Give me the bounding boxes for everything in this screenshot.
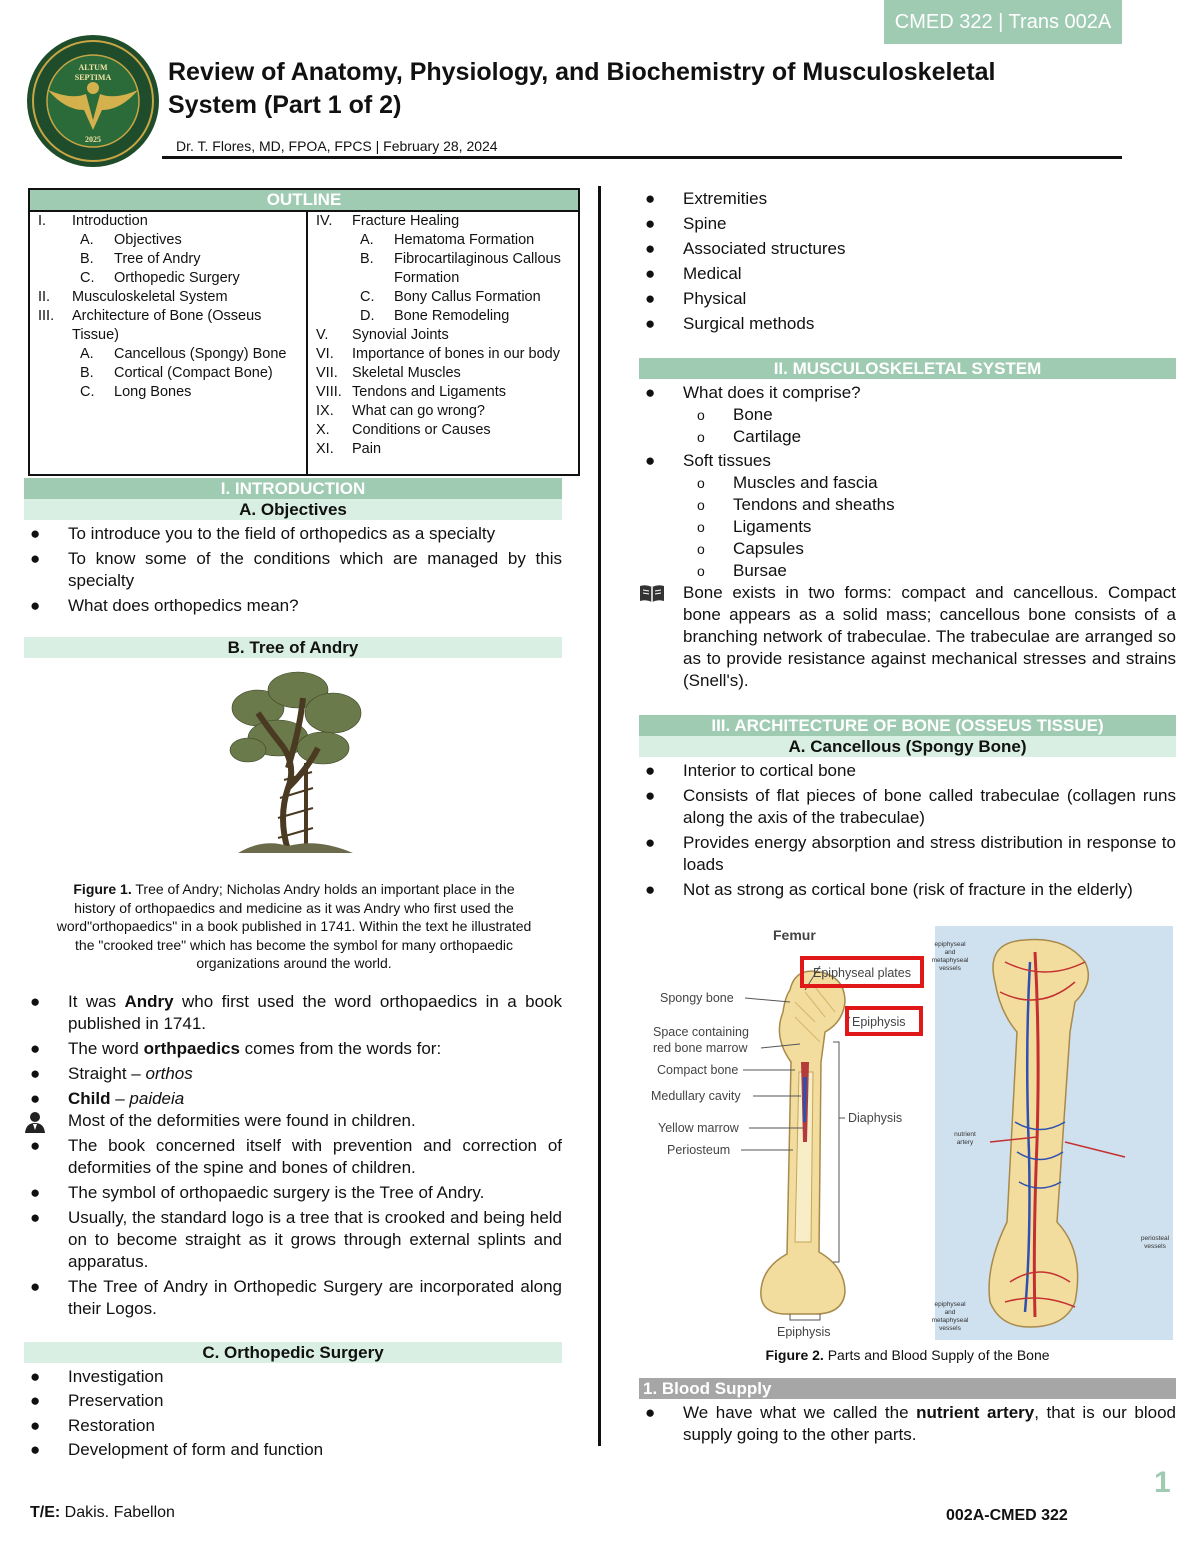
sub-list-item: o Cartilage [697,427,802,446]
outline-item: I. Introduction [38,213,148,229]
svg-text:red bone marrow: red bone marrow [653,1041,748,1055]
svg-text:Epiphyseal plates: Epiphyseal plates [813,966,911,980]
outline-left-column [30,212,308,474]
svg-text:vessels: vessels [1144,1243,1166,1250]
list-item: ● The symbol of orthopaedic surgery is the Tree of Andry. [30,1182,485,1202]
right-column [639,188,1176,901]
lecturer-icon [24,1111,46,1133]
list-item: ● Interior to cortical bone [645,761,856,780]
blood-supply-section [639,1378,1176,1446]
book-icon [639,583,665,603]
subheading-tree-of-andry: B. Tree of Andry [24,637,562,658]
sub-list-item: o Tendons and sheaths [697,495,895,514]
section-heading-architecture: III. ARCHITECTURE OF BONE (OSSEUS TISSUE) [639,715,1176,736]
sub-list-item: o Bone [697,405,773,424]
sub-list-item: o Bursae [697,561,787,580]
list-item: ● Preservation [30,1391,164,1410]
svg-text:Compact bone: Compact bone [657,1063,739,1077]
outline-item: V. Synovial Joints [316,327,449,343]
list-item: ● Soft tissues [645,451,771,470]
svg-text:Space containing: Space containing [653,1025,749,1039]
orthopedic-surgery-list [24,1366,562,1462]
left-column [24,478,562,1461]
list-item: ● Physical [645,289,747,308]
andry-list [24,991,562,1320]
page-number: 1 [1154,1466,1171,1499]
outline-item: C. Long Bones [80,384,192,400]
list-item: ● Not as strong as cortical bone (risk of fracture in the elderly) [645,880,1133,899]
outline-item: III. Architecture of Bone (Osseus Tissue) [38,308,262,343]
book-note: Bone exists in two forms: compact and cancellous. Compact bone appears as a solid mass; cancellous bone consists of a branching network of trabeculae. The trabeculae are arranged so as to provide resistance against mechanical stresses and strains (Snell's). [639,582,1176,692]
tree-of-andry-illustration [218,668,368,858]
outline-item: D. Bone Remodeling [360,308,510,324]
outline-item: II. Musculoskeletal System [38,289,228,305]
outline-item: A. Hematoma Formation [360,232,535,248]
byline: Dr. T. Flores, MD, FPOA, FPCS | February 28, 2024 [176,138,498,154]
list-item: ● Surgical methods [645,314,815,333]
svg-text:and: and [944,1309,956,1316]
outline-item: C. Orthopedic Surgery [80,270,240,286]
outline-item: X. Conditions or Causes [316,422,491,438]
column-divider [598,186,601,1446]
list-item: ● The book concerned itself with prevention and correction of deformities of the spine and bones of children. [30,1135,562,1177]
subheading-objectives: A. Objectives [24,499,562,520]
scope-list [639,188,1176,335]
svg-text:ALTUM: ALTUM [78,63,108,72]
outline-item: XI. Pain [316,441,382,457]
list-item: ● Development of form and function [30,1440,324,1459]
cancellous-list [639,760,1176,901]
list-item: ● What does it comprise? [645,383,861,402]
subheading-orthopedic-surgery: C. Orthopedic Surgery [24,1342,562,1363]
sub-list-item: o Muscles and fascia [697,473,878,492]
outline-item: B. Fibrocartilaginous Callous Formation [360,251,561,286]
list-item: ● Medical [645,264,742,283]
objectives-list [24,523,562,617]
svg-text:epiphyseal: epiphyseal [934,941,966,948]
svg-text:Periosteum: Periosteum [667,1143,731,1157]
svg-text:epiphyseal: epiphyseal [934,1301,966,1308]
svg-text:vessels: vessels [939,965,961,972]
outline-item: IV. Fracture Healing [316,213,460,229]
list-item: ● Child – paideia [30,1088,185,1108]
document-title: Review of Anatomy, Physiology, and Biochemistry of Musculoskeletal System (Part 1 of 2) [168,58,996,119]
list-item: ● The Tree of Andry in Orthopedic Surgery are incorporated along their Logos. [30,1276,562,1318]
list-item: ● To introduce you to the field of orthopedics as a specialty [30,524,496,543]
outline-item: A. Cancellous (Spongy) Bone [80,346,287,362]
outline-item: VII. Skeletal Muscles [316,365,461,381]
outline-heading: OUTLINE [30,190,578,212]
svg-text:Spongy bone: Spongy bone [660,991,734,1005]
svg-text:2025: 2025 [85,135,101,144]
list-item: ● To know some of the conditions which are managed by this specialty [30,549,562,590]
outline-item: VI. Importance of bones in our body [316,346,560,362]
list-item: ● It was Andry who first used the word orthopaedics in a book published in 1741. [30,991,562,1033]
list-item: Most of the deformities were found in children. [24,1110,562,1132]
list-item: ● What does orthopedics mean? [30,596,299,615]
section-heading-musculoskeletal: II. MUSCULOSKELETAL SYSTEM [639,358,1176,379]
femur-title: Femur [773,927,816,943]
list-item: ● Restoration [30,1415,155,1435]
outline-right-column [308,212,578,459]
svg-text:metaphyseal: metaphyseal [931,1317,969,1324]
outline-item: VIII. Tendons and Ligaments [316,384,506,400]
list-item: ● Consists of flat pieces of bone called trabeculae (collagen runs along the axis of the trabeculae) [645,786,1176,827]
svg-text:metaphyseal: metaphyseal [931,957,969,964]
school-seal-logo [26,30,160,172]
femur-figure [645,922,1175,1344]
list-item: ● Usually, the standard logo is a tree that is crooked and being held on to become straight as it grows through external splints and apparatus. [30,1207,562,1271]
msk-list [639,382,1176,692]
svg-text:nutrient: nutrient [954,1131,976,1138]
footer-code: 002A-CMED 322 [946,1507,1068,1524]
sub-list-item: o Ligaments [697,517,812,536]
section-heading-introduction: I. INTRODUCTION [24,478,562,499]
outline-box [28,188,580,476]
list-item: ● Associated structures [645,239,846,258]
svg-text:SEPTIMA: SEPTIMA [74,73,112,82]
svg-text:artery: artery [956,1139,974,1146]
sub-list-item: o Capsules [697,539,804,558]
figure-2-caption: Figure 2. Parts and Blood Supply of the Bone [765,1347,1050,1363]
subheading-blood-supply: 1. Blood Supply [639,1378,1176,1399]
list-item: ● We have what we called the nutrient artery, that is our blood supply going to the other parts. [645,1403,1176,1444]
list-item: ● Provides energy absorption and stress distribution in response to loads [645,833,1176,874]
svg-text:periosteal: periosteal [1140,1235,1170,1242]
svg-text:Medullary cavity: Medullary cavity [651,1089,741,1103]
svg-text:Epiphysis: Epiphysis [852,1015,906,1029]
outline-item: A. Objectives [80,232,182,248]
list-item: ● The word orthpaedics comes from the words for: [30,1038,442,1058]
header-rule [162,156,1122,159]
svg-text:Yellow marrow: Yellow marrow [658,1121,739,1135]
svg-text:Diaphysis: Diaphysis [848,1111,903,1125]
outline-item: B. Tree of Andry [80,251,201,267]
list-item: ● Extremities [645,189,768,208]
svg-text:Epiphysis: Epiphysis [777,1325,831,1339]
svg-text:and: and [944,949,956,956]
transcriber-credit: T/E: Dakis. Fabellon [30,1504,175,1521]
svg-text:vessels: vessels [939,1325,961,1332]
course-tag: CMED 322 | Trans 002A [884,0,1122,44]
list-item: ● Investigation [30,1366,164,1386]
list-item: ● Spine [645,214,727,233]
outline-item: B. Cortical (Compact Bone) [80,365,273,381]
subheading-cancellous: A. Cancellous (Spongy Bone) [639,736,1176,757]
figure-1-caption: Figure 1. Tree of Andry; Nicholas Andry holds an important place in the history of orthopaedics and medicine as it was Andry who first used the word"orthopaedics" in a book published in 1741. Within the text he illustrated the "crooked tree" which has become the symbol for many orthopaedic organizations around the world. [56,881,532,971]
outline-item: IX. What can go wrong? [316,403,485,419]
list-item: ● Straight – orthos [30,1063,193,1083]
outline-item: C. Bony Callus Formation [360,289,541,305]
